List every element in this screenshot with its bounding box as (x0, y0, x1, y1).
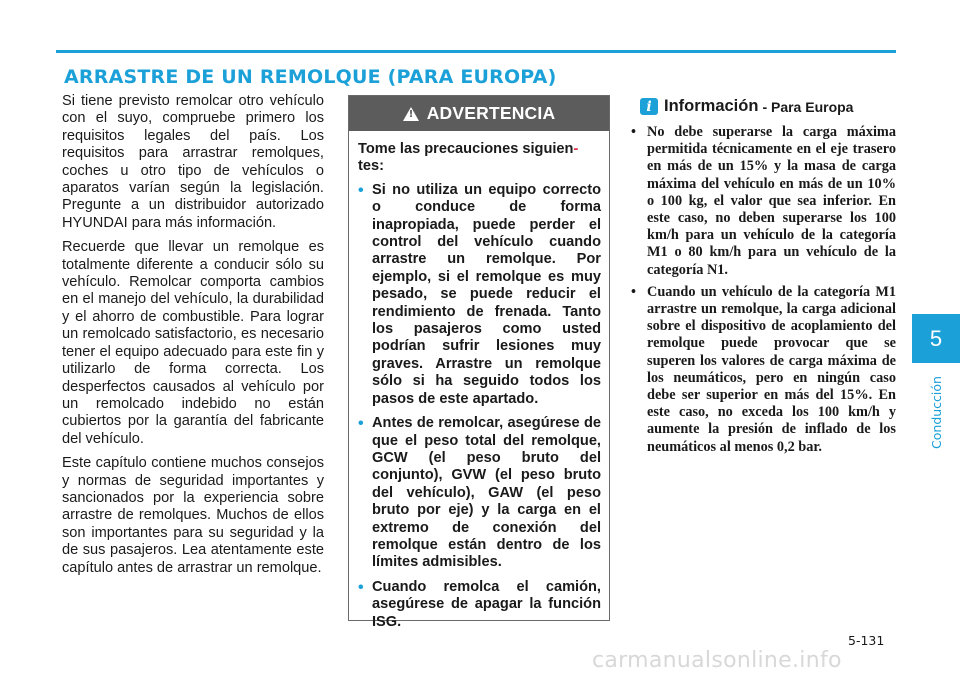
paragraph: Este capítulo contiene muchos consejos y normas de seguridad importantes y sancionados por la experiencia sobre arrastre de remolques. Muchos de ellos son importantes para su seguridad y la de sus pasajeros. Lea atentamente este capítulo antes de arrastrar un remolque. (62, 455, 324, 576)
chapter-label-text: Conducción (928, 375, 944, 449)
warning-item: • Antes de remolcar, asegúrese de que el peso total del remolque, GCW (el peso bruto del conjunto), GVW (el peso bruto del vehículo), GAW (el peso bruto por eje) y la carga en el extremo de conexión del remolque están dentro de los límites admisibles. (358, 415, 601, 572)
info-list (630, 124, 896, 461)
info-icon: i (640, 98, 658, 115)
warning-box (348, 95, 610, 630)
warning-intro-a: Tome las precauciones siguien (358, 141, 574, 157)
warning-item: • Si no utiliza un equipo correcto o conduce de forma inapropiada, puede perder el control del vehículo cuando arrastre un remolque. Por ejemplo, si el remolque es muy pesado, se puede reducir el rendimiento de frenada. Tanto los pasajeros como usted podrían sufrir lesiones muy graves. Arrastre un remolque sólo si ha seguido todos los pasos de este apartado. (358, 182, 601, 408)
warning-header-label: ADVERTENCIA (426, 103, 556, 123)
warning-intro-hyphen: - (573, 141, 579, 157)
info-item: • Cuando un vehículo de la categoría M1 arrastre un remolque, la carga adicional sobre el dispositivo de acoplamiento del remolque puede provocar que se superen los valores de carga máxima de los neumáticos, pero en ningún caso debe ser superior en más del 15%. En este caso, no exceda los 100 km/h y aumente la presión de inflado de los neumáticos al menos 0,2 bar. (630, 284, 896, 456)
section-title: ARRASTRE DE UN REMOLQUE (PARA EUROPA) (64, 66, 557, 88)
warning-triangle-icon (403, 107, 419, 121)
watermark: carmanualsonline.info (592, 648, 842, 673)
chapter-tab (912, 314, 960, 363)
warning-list (358, 182, 601, 631)
chapter-number: 5 (929, 325, 943, 351)
info-heading (640, 97, 853, 116)
top-rule (56, 50, 896, 53)
warning-body (349, 131, 609, 631)
paragraph: Si tiene previsto remolcar otro vehículo con el suyo, compruebe primero los requisitos legales del país. Los requisitos para arrastrar remolques, coches u otro tipo de vehículos o aparatos varían según la legislación. Pregunte a un distribuidor autorizado HYUNDAI para más información. (62, 93, 324, 231)
chapter-label (912, 372, 960, 452)
paragraph: Recuerde que llevar un remolque es totalmente diferente a conducir sólo su vehículo. Remolcar comporta cambios en el manejo del vehículo, la durabilidad y el ahorro de combustible. Para lograr un remolcado satisfactorio, es necesario tener el equipo adecuado para este fin y utilizarlo de forma correcta. Los desperfectos causados al vehículo por un remolcado indebido no están cubiertos por la garantía del fabricante del vehículo. (62, 239, 324, 447)
warning-item: • Cuando remolca el camión, asegúrese de apagar la función ISG. (358, 579, 601, 631)
left-column (62, 93, 324, 584)
info-subtitle: - Para Europa (762, 98, 854, 115)
info-title: Información (664, 97, 759, 115)
info-item: • No debe superarse la carga máxima permitida técnicamente en el eje trasero en más de un 15% y la masa de carga máxima del vehículo en más de un 10% o 100 kg, el valor que sea inferior. En este caso, no deben superarse los 100 km/h para un vehículo de la categoría M1 o 80 km/h para un vehículo de la categoría N1. (630, 124, 896, 279)
warning-intro-b: tes: (358, 158, 384, 175)
page-number: 5-131 (848, 633, 885, 648)
warning-intro (358, 141, 601, 176)
warning-header (349, 96, 609, 131)
